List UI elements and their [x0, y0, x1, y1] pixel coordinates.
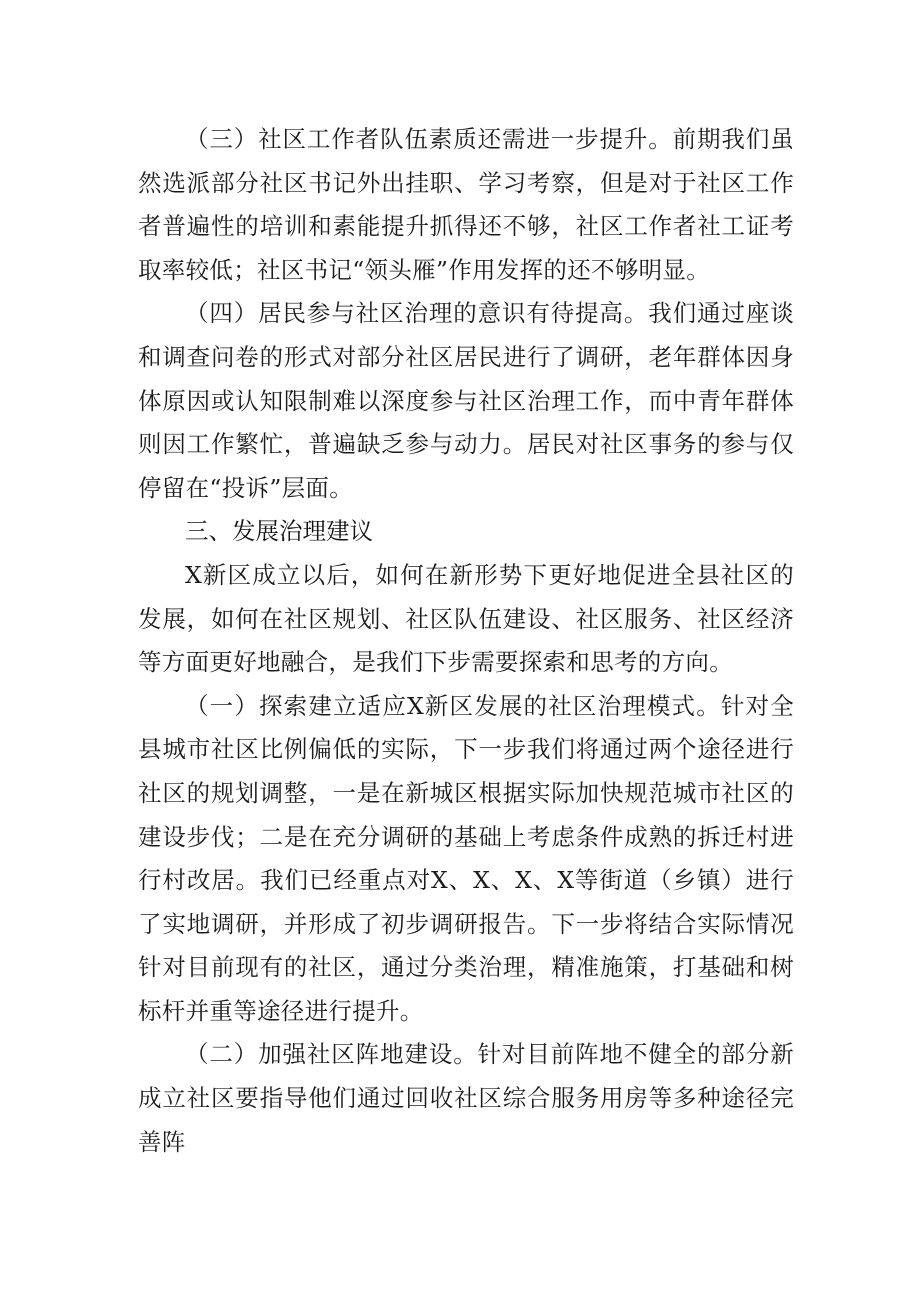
paragraph-suggestion-1-model: （一）探索建立适应X新区发展的社区治理模式。针对全县城市社区比例偏低的实际，下一步我们将通过两个途径进行社区的规划调整，一是在新城区根据实际加快规范城市社区的建设步伐；二是在充分调研的基础上考虑条件成熟的拆迁村进行村改居。我们已经重点对X、X、X、X等街道（乡镇）进行了实地调研，并形成了初步调研报告。下一步将结合实际情况针对目前现有的社区，通过分类治理，精准施策，打基础和树标杆并重等途径进行提升。	[138, 691, 794, 1025]
paragraph-section-3-talent: （三）社区工作者队伍素质还需进一步提升。前期我们虽然选派部分社区书记外出挂职、学习考察，但是对于社区工作者普遍性的培训和素能提升抓得还不够，社区工作者社工证考取率较低；社区书记“领头雁”作用发挥的还不够明显。	[138, 125, 794, 284]
paragraph-suggestion-2-facilities: （二）加强社区阵地建设。针对目前阵地不健全的部分新成立社区要指导他们通过回收社区综合服务用房等多种途径完善阵	[138, 1040, 794, 1156]
paragraph-intro-suggestions: X新区成立以后，如何在新形势下更好地促进全县社区的发展，如何在社区规划、社区队伍建设、社区服务、社区经济等方面更好地融合，是我们下步需要探索和思考的方向。	[138, 560, 794, 677]
document-body	[138, 118, 794, 1164]
paragraph-section-4-participation: （四）居民参与社区治理的意识有待提高。我们通过座谈和调查问卷的形式对部分社区居民进行了调研，老年群体因身体原因或认知限制难以深度参与社区治理工作，而中青年群体则因工作繁忙，普遍缺乏参与动力。居民对社区事务的参与仅停留在“投诉”层面。	[138, 299, 794, 502]
section-heading-suggestions: 三、发展治理建议	[185, 517, 373, 546]
